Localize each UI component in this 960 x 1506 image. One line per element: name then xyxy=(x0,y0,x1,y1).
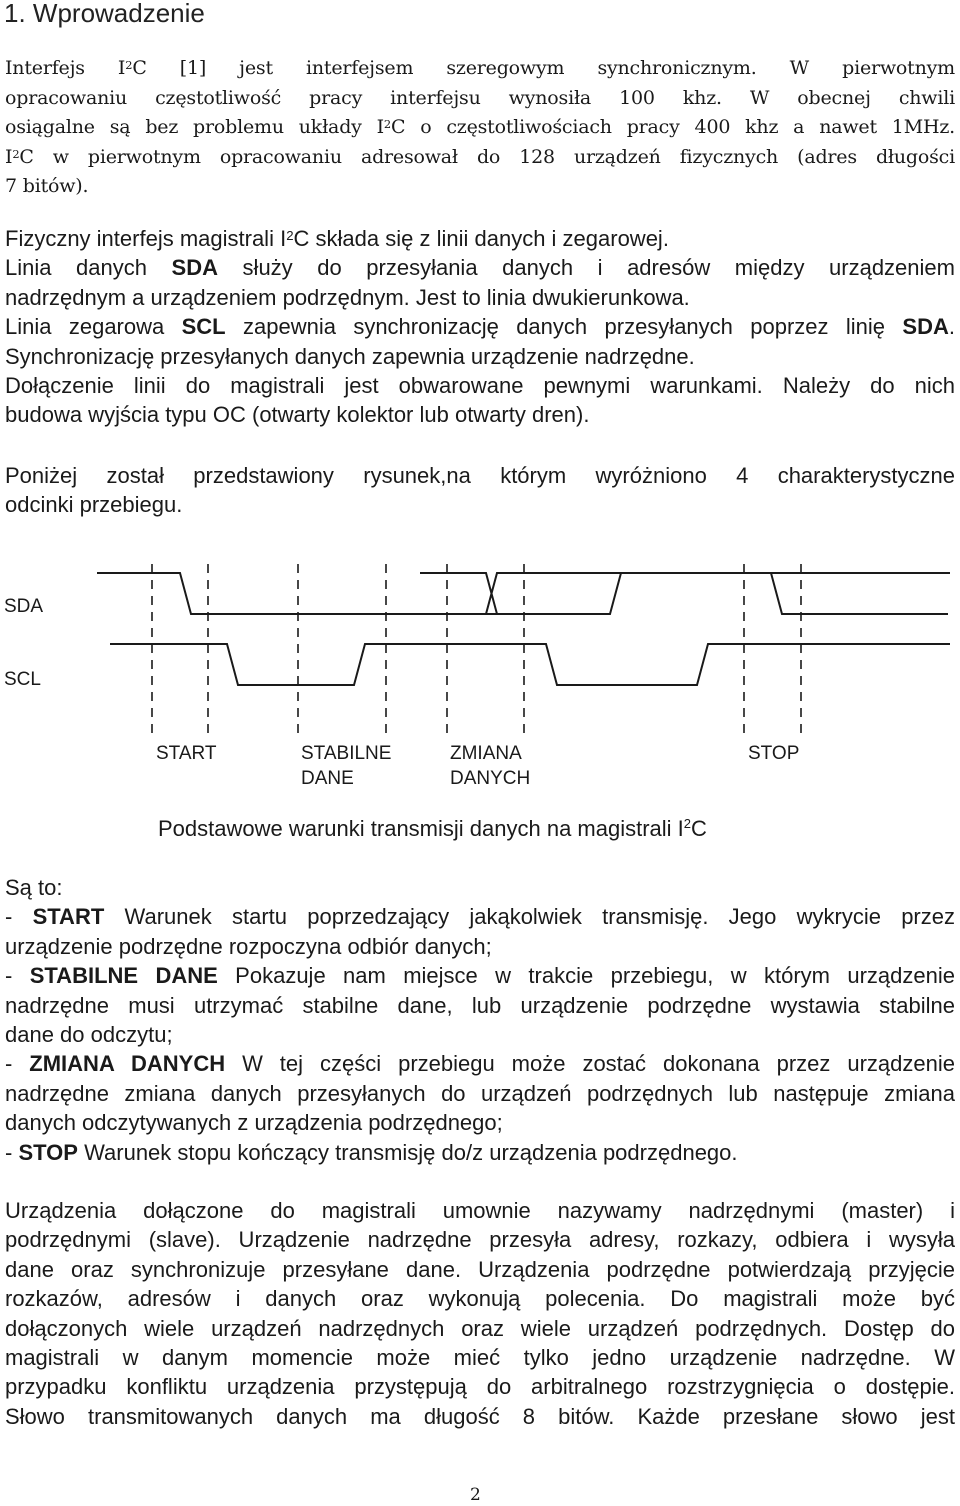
page-number: 2 xyxy=(470,1485,481,1505)
list-item: - STABILNE DANE Pokazuje nam miejsce w trakcie przebiegu, w którym urządzenie xyxy=(5,963,955,989)
text-line: budowa wyjścia typu OC (otwarty kolektor lub otwarty dren). xyxy=(5,402,590,428)
start-term: START xyxy=(32,904,105,930)
text-line: rozkazów, adresów i danych oraz wykonują polecenia. Do magistrali może być xyxy=(5,1286,955,1312)
start-phase-label: START xyxy=(156,743,217,764)
list-item-continued: nadrzędne musi utrzymać stabilne dane, lub urządzenie podrzędne wystawia stabilne xyxy=(5,992,955,1018)
text-line: podrzędnymi (slave). Urządzenie nadrzędne przesyła adresy, rozkazy, odbiera i wysyła xyxy=(5,1227,955,1253)
phase-markers xyxy=(152,564,801,740)
scl-label: SCL xyxy=(4,669,41,690)
change-phase-label: DANYCH xyxy=(450,768,531,789)
change-phase-label: ZMIANA xyxy=(450,743,522,764)
i2c-timing-diagram xyxy=(0,560,960,850)
sda-term: SDA xyxy=(902,314,949,340)
stable-phase-label: STABILNE xyxy=(301,743,392,764)
text-line: przypadku konfliktu urządzenia przystępują do arbitralnego rozstrzygnięcia o dostępie. xyxy=(5,1374,955,1400)
list-item-continued: nadrzędne zmiana danych przesyłanych do urządzeń podrzędnych lub następuje zmiana xyxy=(5,1080,955,1106)
scl-line xyxy=(110,644,950,685)
text-line: opracowaniu częstotliwość pracy interfejsu wynosiła 100 khz. W obecnej chwili xyxy=(5,86,955,109)
physical-interface-paragraph xyxy=(5,224,955,430)
text-line: Fizyczny interfejs magistrali $I^2C$ składa się z linii danych i zegarowej. xyxy=(5,226,669,251)
text-line: Słowo transmitowanych danych ma długość 8 bitów. Każde przesłane słowo jest xyxy=(5,1403,955,1429)
stop-term: STOP xyxy=(18,1139,78,1165)
sda-term: SDA xyxy=(171,255,218,281)
figure-caption: Podstawowe warunki transmisji danych na magistrali $I^2C$ xyxy=(158,816,707,841)
sda-label: SDA xyxy=(4,596,44,617)
list-item: - START Warunek startu poprzedzający jakąkolwiek transmisję. Jego wykrycie przez xyxy=(5,904,955,930)
change-term: ZMIANA DANYCH xyxy=(29,1051,226,1077)
text-line: Interfejs $I^2C$ [1] jest interfejsem szeregowym synchronicznym. W pierwotnym xyxy=(5,57,955,79)
text-line: Synchronizację przesyłanych danych zapewnia urządzenie nadrzędne. xyxy=(5,343,695,369)
sda-line-a xyxy=(97,573,948,614)
sda-waveform xyxy=(97,573,950,614)
text-line: osiągalne są bez problemu układy $I^2C$ o częstotliwościach pracy 400 khz a nawet 1MHz. xyxy=(5,116,955,138)
text-line: dołączonych wiele urządzeń nadrzędnych oraz wiele urządzeń podrzędnych. Dostęp do xyxy=(5,1315,955,1341)
conditions-list xyxy=(5,873,955,1167)
sda-line-b xyxy=(420,573,497,614)
text-line: odcinki przebiegu. xyxy=(5,492,183,518)
figure-intro-paragraph xyxy=(5,461,955,520)
stop-phase-label: STOP xyxy=(748,743,800,764)
scl-waveform xyxy=(110,644,950,685)
text-line: Dołączenie linii do magistrali jest obwarowane pewnymi warunkami. Należy do nich xyxy=(5,373,955,399)
text-line: 7 bitów). xyxy=(5,175,89,197)
list-item-continued: dane do odczytu; xyxy=(5,1022,173,1048)
list-item-continued: danych odczytywanych z urządzenia podrzędnego; xyxy=(5,1110,503,1136)
text-line: Urządzenia dołączone do magistrali umownie nazywamy nadrzędnymi (master) i xyxy=(5,1198,955,1223)
text-line: $I^2C$ w pierwotnym opracowaniu adresował do 128 urządzeń fizycznych (adres długości xyxy=(5,145,955,168)
list-intro: Są to: xyxy=(5,875,63,900)
sda-line-c xyxy=(420,573,950,614)
stable-term: STABILNE DANE xyxy=(29,963,218,989)
text-line: Poniżej został przedstawiony rysunek,na którym wyróżniono 4 charakterystyczne xyxy=(5,463,955,488)
text-line: nadrzędnym a urządzeniem podrzędnym. Jest to linia dwukierunkowa. xyxy=(5,284,690,310)
scl-term: SCL xyxy=(181,314,226,340)
list-item-continued: urządzenie podrzędne rozpoczyna odbiór danych; xyxy=(5,933,492,959)
text-line: magistrali w danym momencie może mieć tylko jedno urządzenie nadrzędne. W xyxy=(5,1345,955,1371)
list-item: - STOP Warunek stopu kończący transmisję do/z urządzenia podrzędnego. xyxy=(5,1139,738,1165)
master-slave-paragraph xyxy=(5,1196,955,1431)
text-line: Linia danych SDA służy do przesyłania danych i adresów między urządzeniem xyxy=(5,255,955,281)
text-line: dane oraz synchronizuje przesyłane dane. Urządzenia podrzędne potwierdzają przyjęcie xyxy=(5,1256,955,1282)
section-heading: 1. Wprowadzenie xyxy=(4,0,205,28)
text-line: Linia zegarowa SCL zapewnia synchronizację danych przesyłanych poprzez linię SDA. xyxy=(5,314,955,340)
intro-paragraph xyxy=(5,54,955,202)
list-item: - ZMIANA DANYCH W tej części przebiegu może zostać dokonana przez urządzenie xyxy=(5,1051,955,1077)
stable-phase-label: DANE xyxy=(301,768,354,789)
